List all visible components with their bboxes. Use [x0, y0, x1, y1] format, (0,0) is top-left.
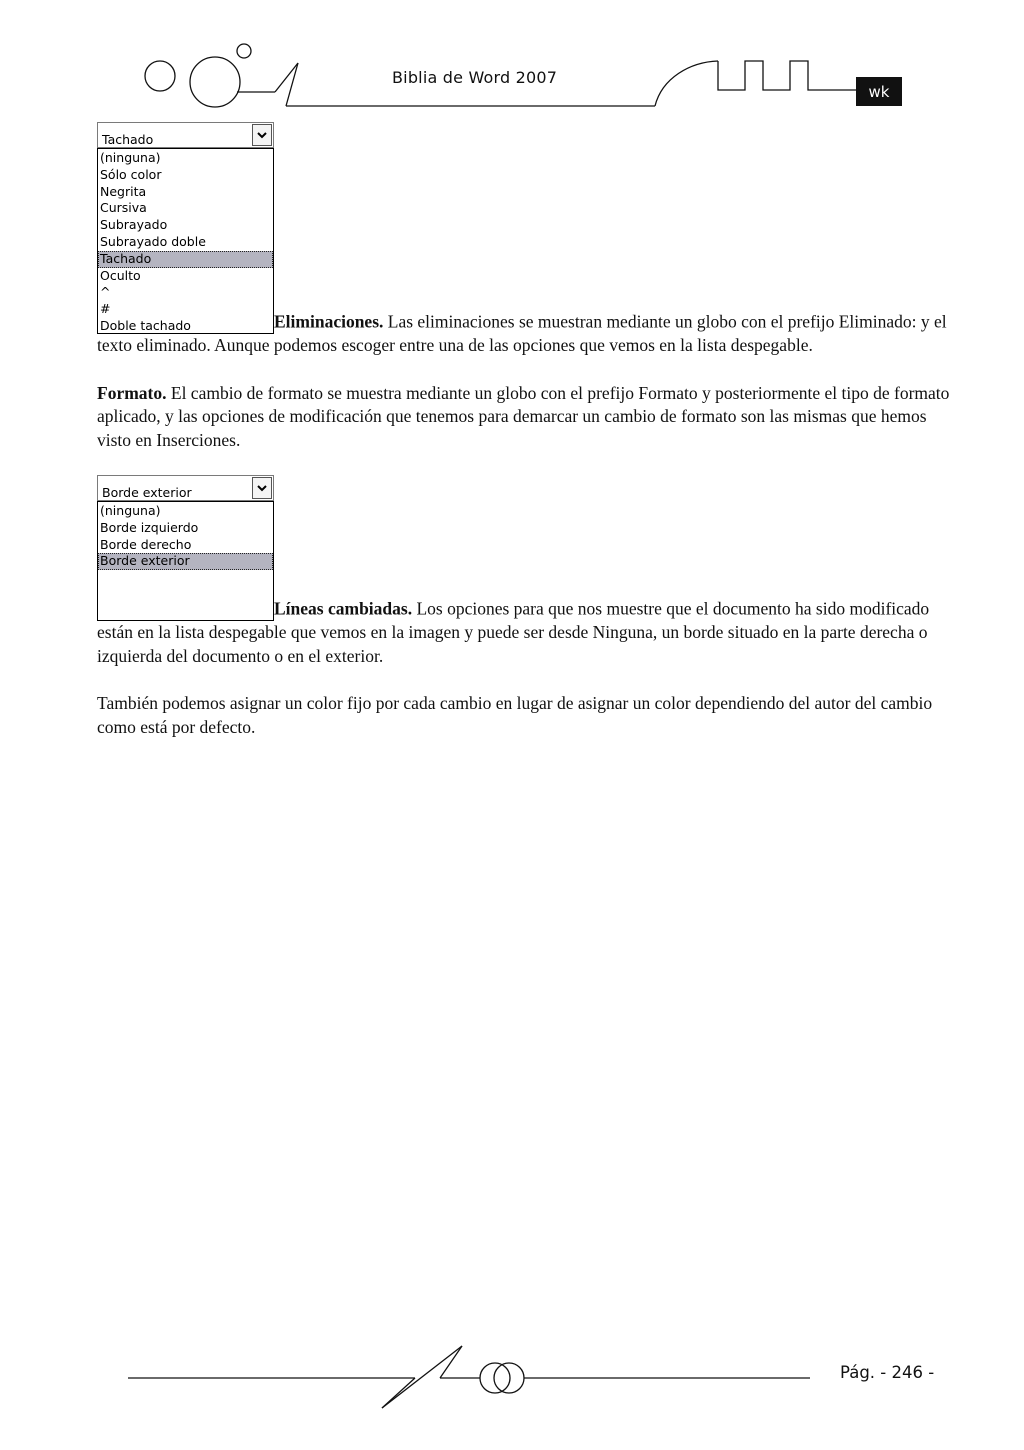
paragraph-lineas-cambiadas — [97, 475, 957, 668]
dropdown-option-selected[interactable]: Borde exterior — [98, 553, 273, 570]
paragraph-text: También podemos asignar un color fijo por cada cambio en lugar de asignar un color dependiendo del autor del cambio como está por defecto. — [97, 693, 933, 737]
dropdown-option[interactable]: Sólo color — [100, 166, 162, 182]
dropdown-header[interactable] — [97, 475, 274, 501]
chevron-down-icon[interactable] — [252, 477, 272, 499]
page-number: Pág. - 246 - — [840, 1363, 935, 1382]
borde-dropdown[interactable] — [97, 475, 274, 621]
dropdown-option[interactable]: (ninguna) — [100, 150, 161, 165]
paragraph-eliminaciones — [97, 122, 957, 358]
dropdown-option[interactable]: # — [100, 301, 111, 317]
paragraph-formato — [97, 382, 957, 453]
dropdown-option[interactable]: Borde derecho — [100, 536, 192, 552]
paragraph-color — [97, 692, 957, 739]
dropdown-list — [97, 148, 274, 334]
paragraph-title: Eliminaciones. — [274, 311, 384, 332]
dropdown-value: Borde exterior — [102, 485, 192, 500]
paragraph-title: Líneas cambiadas. — [274, 598, 413, 619]
dropdown-option[interactable]: Subrayado — [100, 217, 168, 233]
dropdown-header[interactable] — [97, 122, 274, 148]
paragraph-text: El cambio de formato se muestra mediante un globo con el prefijo Formato y posteriormente el tipo de formato aplicado, y las opciones de modificación que tenemos para demarcar un cambio de formato son las mismas que hemos visto en Inserciones. — [97, 382, 950, 450]
dropdown-option[interactable]: Negrita — [100, 183, 147, 199]
dropdown-option[interactable]: Cursiva — [100, 200, 147, 216]
paragraph-title: Formato. — [97, 382, 167, 403]
dropdown-value: Tachado — [102, 132, 154, 147]
chevron-down-icon[interactable] — [252, 124, 272, 146]
dropdown-list — [97, 501, 274, 621]
header-badge: wk — [856, 77, 902, 106]
header-title: Biblia de Word 2007 — [392, 68, 558, 87]
document-body — [97, 0, 957, 739]
paragraph-text: Las eliminaciones se muestran mediante un globo con el prefijo Eliminado: y el texto eliminado. Aunque podemos escoger entre una de las opciones que vemos en la lista despegable. — [97, 311, 947, 355]
dropdown-option[interactable]: Subrayado doble — [100, 233, 206, 249]
dropdown-option[interactable]: Oculto — [100, 267, 141, 283]
dropdown-option[interactable]: Borde izquierdo — [100, 519, 199, 535]
tachado-dropdown[interactable] — [97, 122, 274, 334]
paragraph-text: Los opciones para que nos muestre que el documento ha sido modificado están en la lista despegable que vemos en la imagen y puede ser desde Ninguna, un borde situado en la parte derecha o izquierda del documento o en el exterior. — [97, 598, 930, 666]
dropdown-option-selected[interactable]: Tachado — [98, 251, 273, 268]
dropdown-option[interactable]: ^ — [100, 284, 111, 300]
dropdown-option[interactable]: (ninguna) — [100, 503, 161, 518]
dropdown-option[interactable]: Doble tachado — [100, 317, 191, 333]
